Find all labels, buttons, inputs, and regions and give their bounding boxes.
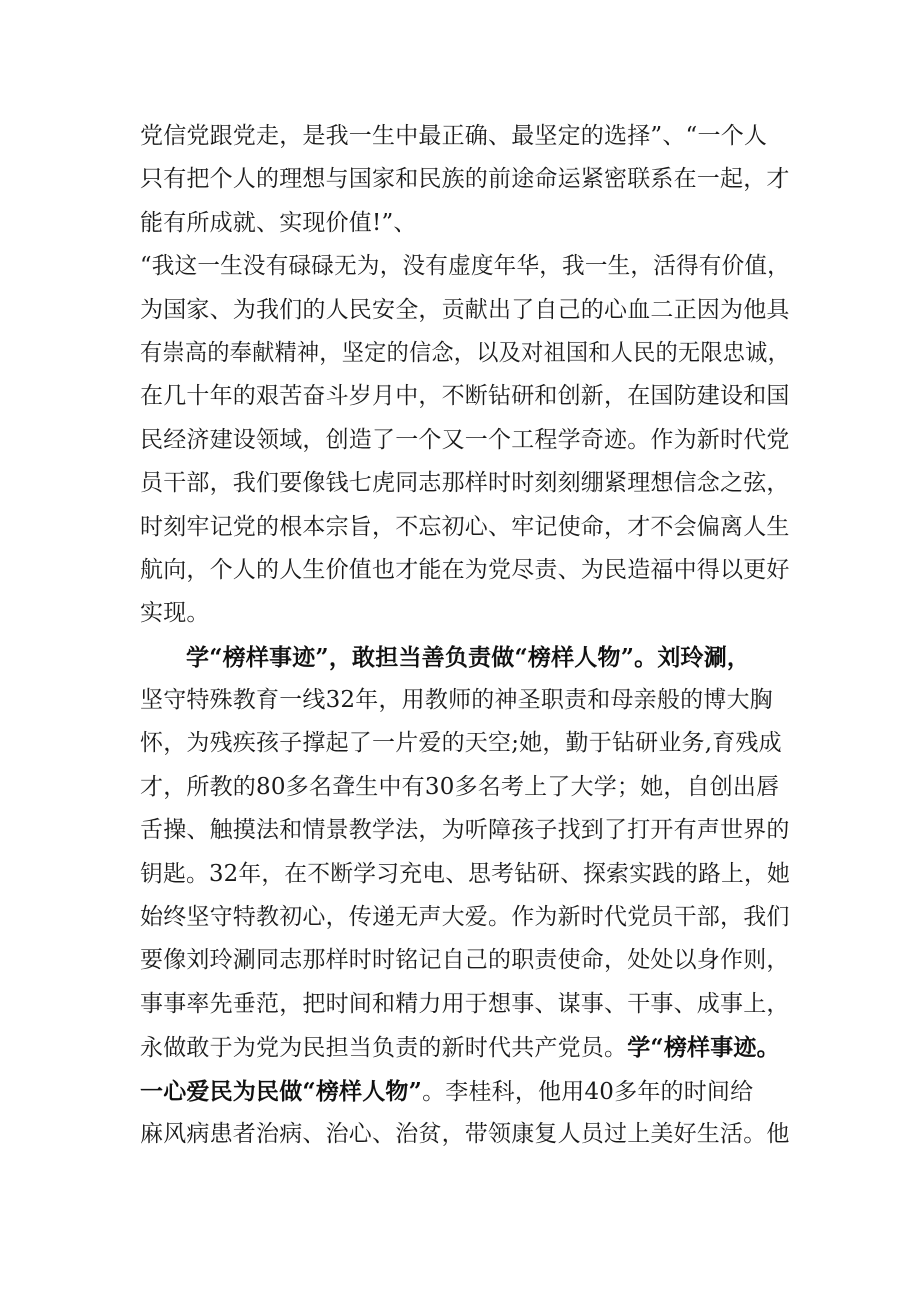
text-line [140, 939, 790, 982]
paragraph-text: 怀，为残疾孩子撑起了一片爱的天空;她，勤于钻研业务,育残成 [140, 730, 782, 757]
text-line [140, 506, 790, 549]
paragraph-text: 。李桂科，他用40多年的时间给 [422, 1078, 754, 1105]
text-line [140, 896, 790, 939]
text-line [140, 636, 790, 679]
text-line [140, 289, 790, 332]
text-line [140, 1070, 790, 1113]
text-line [140, 332, 791, 375]
paragraph-text: 事事率先垂范，把时间和精力用于想事、谋事、干事、成事上， [140, 990, 790, 1017]
paragraph-text: 实现。 [140, 600, 210, 627]
text-line [140, 592, 790, 635]
text-line [140, 679, 790, 722]
paragraph-text: 永做敢于为党为民担当负责的新时代共产党员。 [140, 1035, 628, 1062]
paragraph-text: 在几十年的艰苦奋斗岁月中，不断钻研和创新，在国防建设和国 [140, 383, 790, 410]
paragraph-text: 钥匙。32年，在不断学习充电、思考钻研、探索实践的路上，她 [140, 860, 790, 887]
bold-heading-text: 学“榜样事迹”，敢担当善负责做“榜样人物”。刘玲涮， [186, 643, 751, 671]
bold-heading-text: 一心爱民为民做“榜样人物” [140, 1077, 423, 1105]
paragraph-text: 为国家、为我们的人民安全，贡献出了自己的心血二正因为他具 [140, 296, 790, 323]
text-line [140, 115, 790, 158]
paragraph-text: 舌操、触摸法和情景教学法，为听障孩子找到了打开有声世界的 [140, 817, 790, 844]
text-line [140, 375, 790, 418]
text-line [140, 245, 790, 288]
paragraph-text: 只有把个人的理想与国家和民族的前途命运紧密联系在一起，才 [140, 166, 790, 193]
paragraph-text: 有崇高的奉献精神，坚定的信念，以及对祖国和人民的无限忠诚， [140, 339, 791, 366]
paragraph-text: 要像刘玲涮同志那样时时铭记自己的职责使命，处处以身作则， [140, 947, 790, 974]
text-line [140, 202, 790, 245]
paragraph-text: 航向，个人的人生价值也才能在为党尽责、为民造福中得以更好 [140, 556, 790, 583]
text-line [140, 722, 790, 765]
text-line [140, 1113, 790, 1156]
text-line [140, 766, 790, 809]
paragraph-text: 民经济建设领域，创造了一个又一个工程学奇迹。作为新时代党 [140, 426, 790, 453]
text-line [140, 419, 790, 462]
text-line [140, 158, 790, 201]
paragraph-text: 党信党跟党走，是我一生中最正确、最坚定的选择”、“一个人 [140, 123, 768, 149]
paragraph-text: 麻风病患者治病、治心、治贫，带领康复人员过上美好生活。他 [140, 1120, 790, 1147]
paragraph-text: “我这一生没有碌碌无为，没有虚度年华，我一生，活得有价值， [140, 253, 790, 280]
paragraph-text: 能有所成就、实现价值!”、 [140, 209, 417, 236]
text-line [140, 1026, 790, 1069]
text-line [140, 983, 790, 1026]
paragraph-text: 始终坚守特教初心，传递无声大爱。作为新时代党员干部，我们 [140, 904, 790, 931]
paragraph-text: 坚守特殊教育一线32年，用教师的神圣职责和母亲般的博大胸 [140, 687, 773, 714]
text-line [140, 853, 790, 896]
paragraph-text: 员干部，我们要像钱七虎同志那样时时刻刻绷紧理想信念之弦， [140, 470, 790, 497]
paragraph-text: 时刻牢记党的根本宗旨，不忘初心、牢记使命，才不会偏离人生 [140, 513, 790, 540]
text-line [140, 462, 790, 505]
text-line [140, 809, 790, 852]
bold-heading-text: 学“榜样事迹。 [627, 1034, 780, 1062]
document-body [140, 115, 790, 1156]
paragraph-text: 才，所教的80多名聋生中有30多名考上了大学；她，自创出唇 [140, 773, 780, 800]
text-line [140, 549, 790, 592]
